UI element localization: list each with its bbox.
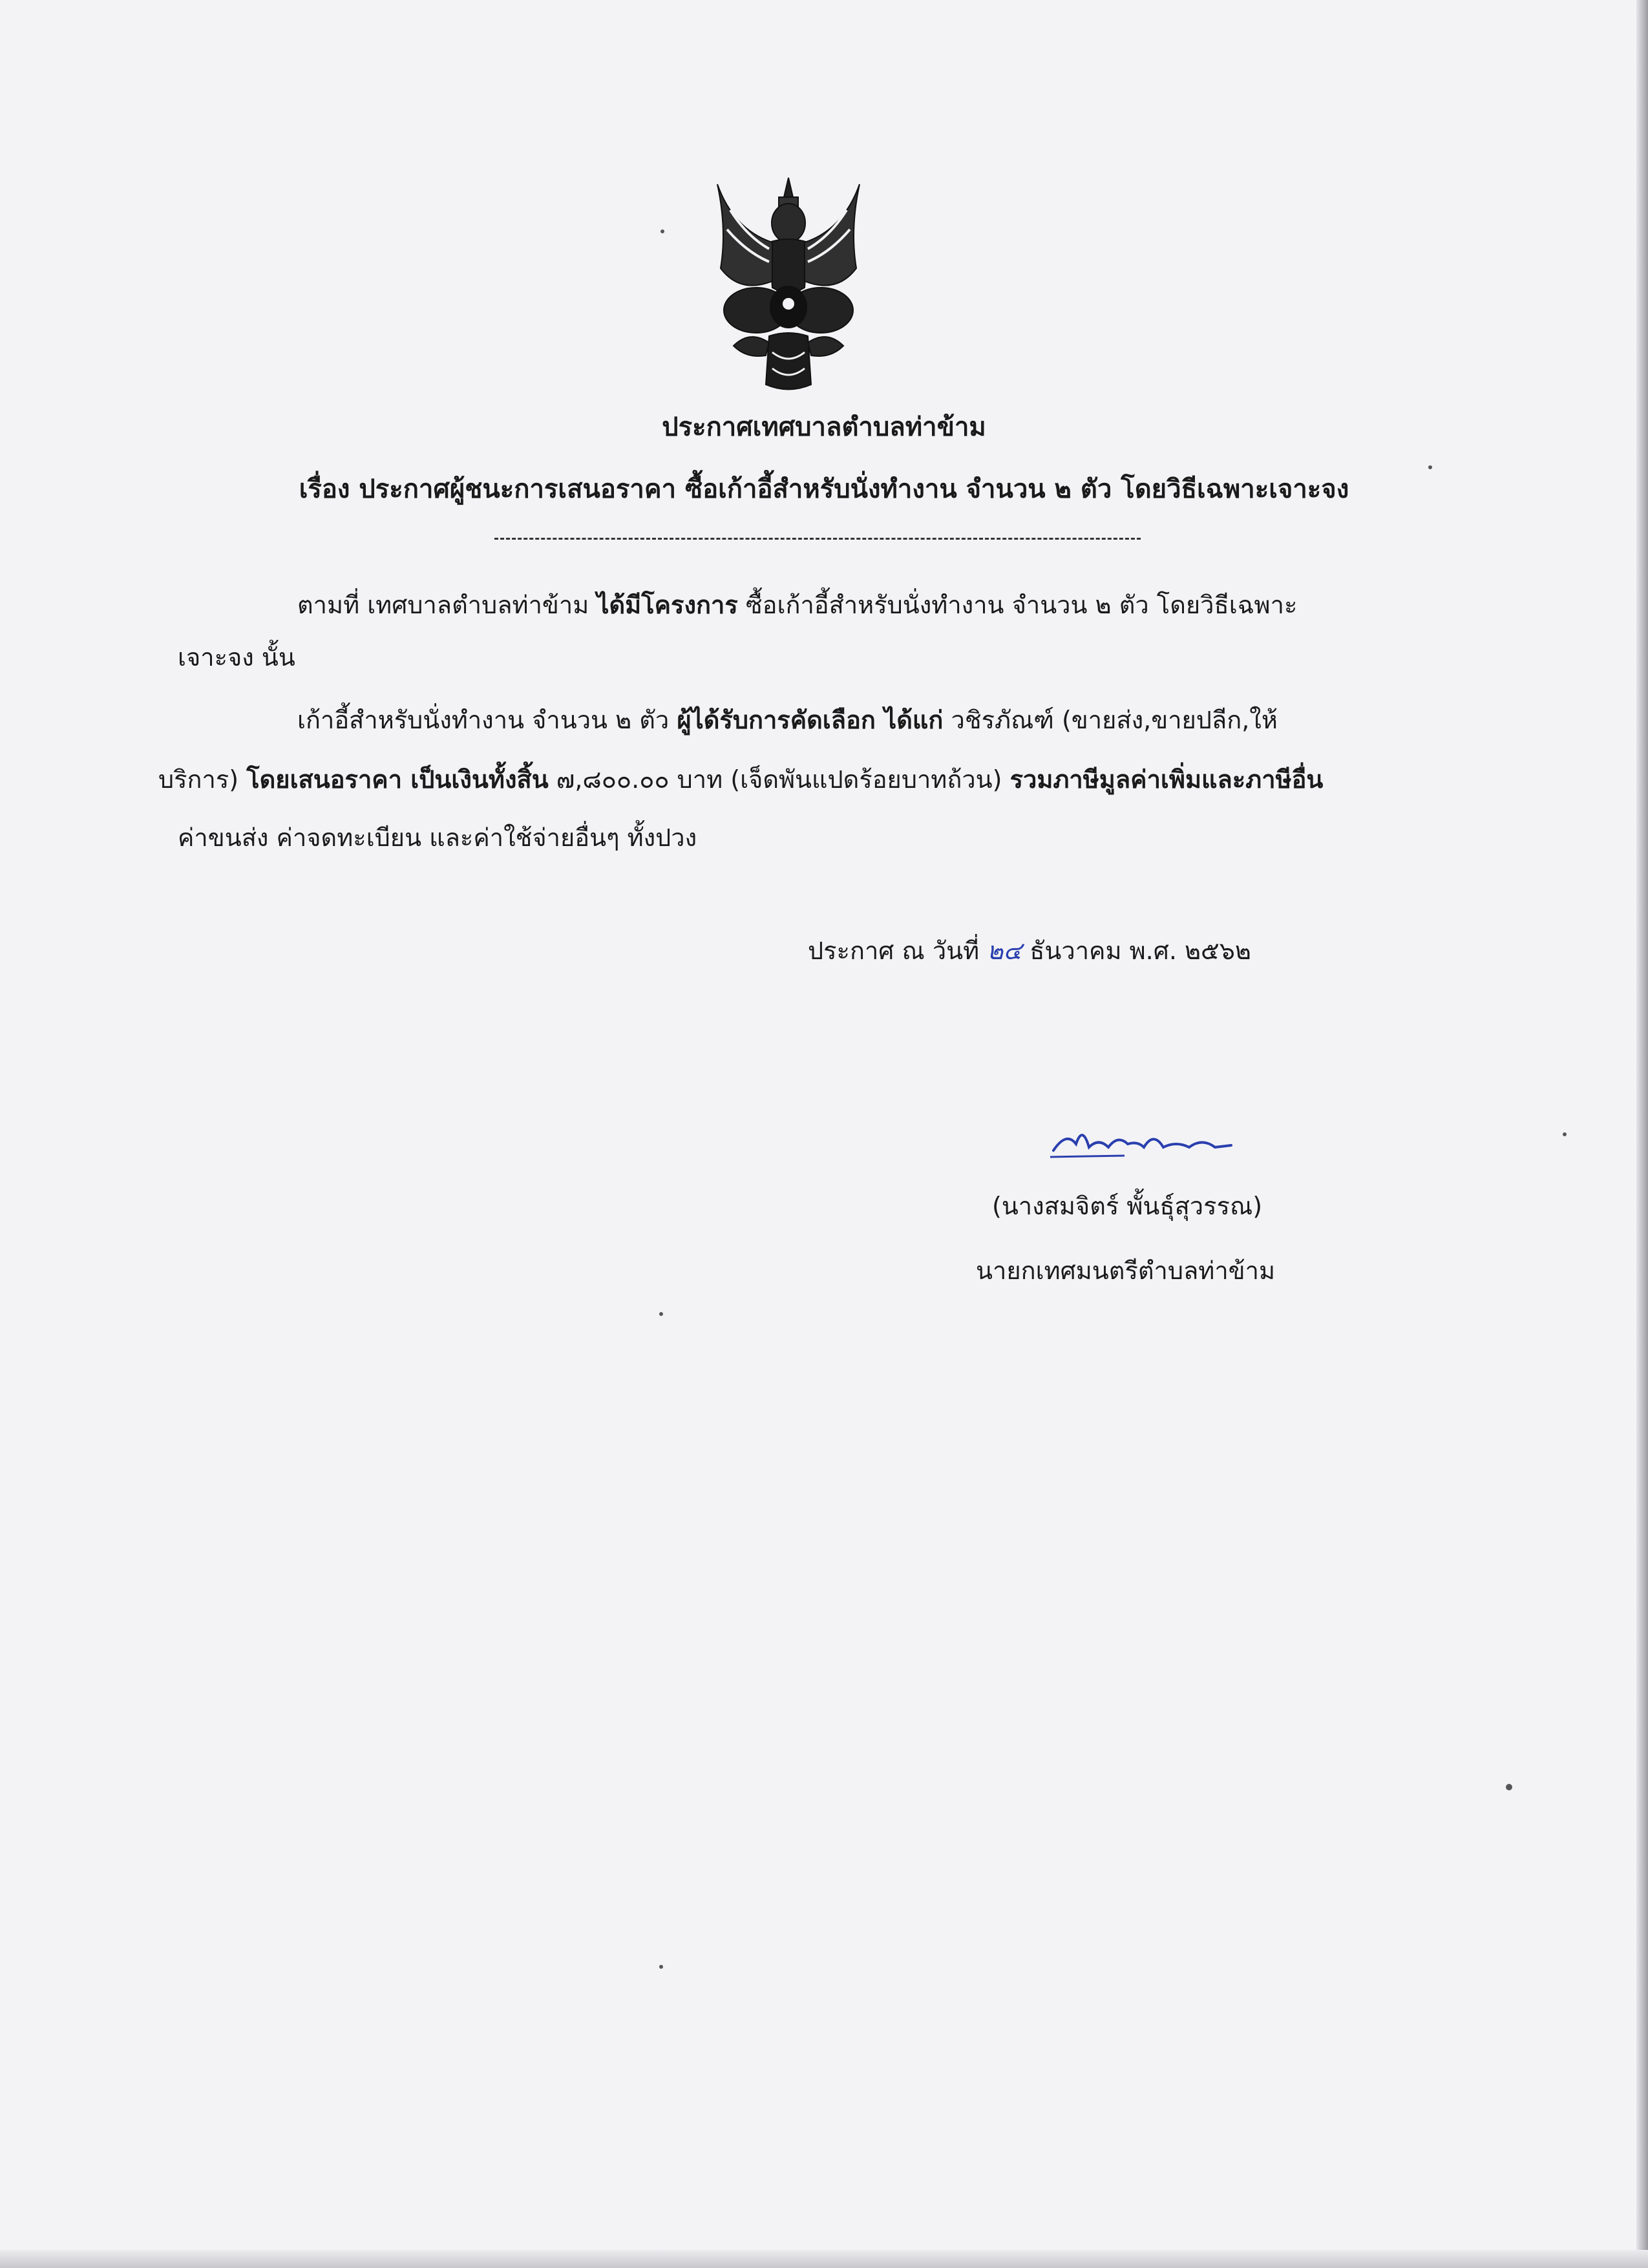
p1-prefix: ตามที่ เทศบาลตำบลท่าข้าม: [297, 591, 589, 619]
scan-speck: [1428, 465, 1432, 469]
p2-line2-a: บริการ): [158, 765, 239, 794]
p2-line2-tail: รวมภาษีมูลค่าเพิ่มและภาษีอื่น: [1009, 765, 1324, 794]
scan-edge-bottom: [0, 2250, 1648, 2268]
handwritten-signature: [1047, 1112, 1234, 1163]
p2-bold: ผู้ได้รับการคัดเลือก ได้แก่: [677, 706, 944, 734]
subject-prefix: เรื่อง: [299, 474, 350, 504]
scan-speck: [659, 1312, 663, 1316]
paragraph-2-line-2: [158, 759, 1323, 799]
paragraph-2-line-3: ค่าขนส่ง ค่าจดทะเบียน และค่าใช้จ่ายอื่นๆ ทั้งปวง: [178, 823, 697, 852]
subject-text: ประกาศผู้ชนะการเสนอราคา ซื้อเก้าอี้สำหรับนั่งทำงาน จำนวน ๒ ตัว โดยวิธีเฉพาะเจาะจง: [359, 474, 1349, 504]
signer-name: (นางสมจิตร์ พั้นธุ์สุวรรณ): [992, 1192, 1263, 1220]
scan-speck: [1563, 1132, 1567, 1136]
p2-prefix: เก้าอี้สำหรับนั่งทำงาน จำนวน ๒ ตัว: [297, 706, 670, 734]
date-prefix: ประกาศ ณ วันที่: [808, 937, 980, 965]
scan-speck: [660, 229, 664, 233]
paragraph-1-line-1: [297, 585, 1297, 624]
divider-rule: [494, 538, 1141, 540]
p2-line2-bold: โดยเสนอราคา เป็นเงินทั้งสิ้น: [246, 765, 549, 794]
signer-position: นายกเทศมนตรีตำบลท่าข้าม: [976, 1256, 1276, 1285]
p1-bold: ได้มีโครงการ: [597, 591, 738, 619]
announcement-subject: [0, 468, 1648, 509]
scan-edge-right: [1636, 0, 1648, 2268]
scan-speck: [1506, 1784, 1512, 1790]
p2-amount: ๗,๘๐๐.๐๐ บาท (เจ็ดพันแปดร้อยบาทถ้วน): [556, 765, 1002, 794]
scan-speck: [659, 1965, 663, 1969]
p1-rest: ซื้อเก้าอี้สำหรับนั่งทำงาน จำนวน ๒ ตัว โดยวิธีเฉพาะ: [745, 591, 1298, 619]
paragraph-2-line-1: [297, 700, 1278, 739]
date-rest: ธันวาคม พ.ศ. ๒๕๖๒: [1030, 937, 1251, 965]
announcement-title: ประกาศเทศบาลตำบลท่าข้าม: [662, 412, 986, 442]
garuda-emblem-icon: [708, 171, 869, 397]
p2-rest: วชิรภัณฑ์ (ขายส่ง,ขายปลีก,ให้: [951, 706, 1278, 734]
date-day-handwritten: ๒๔: [987, 937, 1022, 965]
paragraph-1-line-2: เจาะจง นั้น: [178, 643, 295, 672]
announcement-date: [808, 931, 1251, 970]
